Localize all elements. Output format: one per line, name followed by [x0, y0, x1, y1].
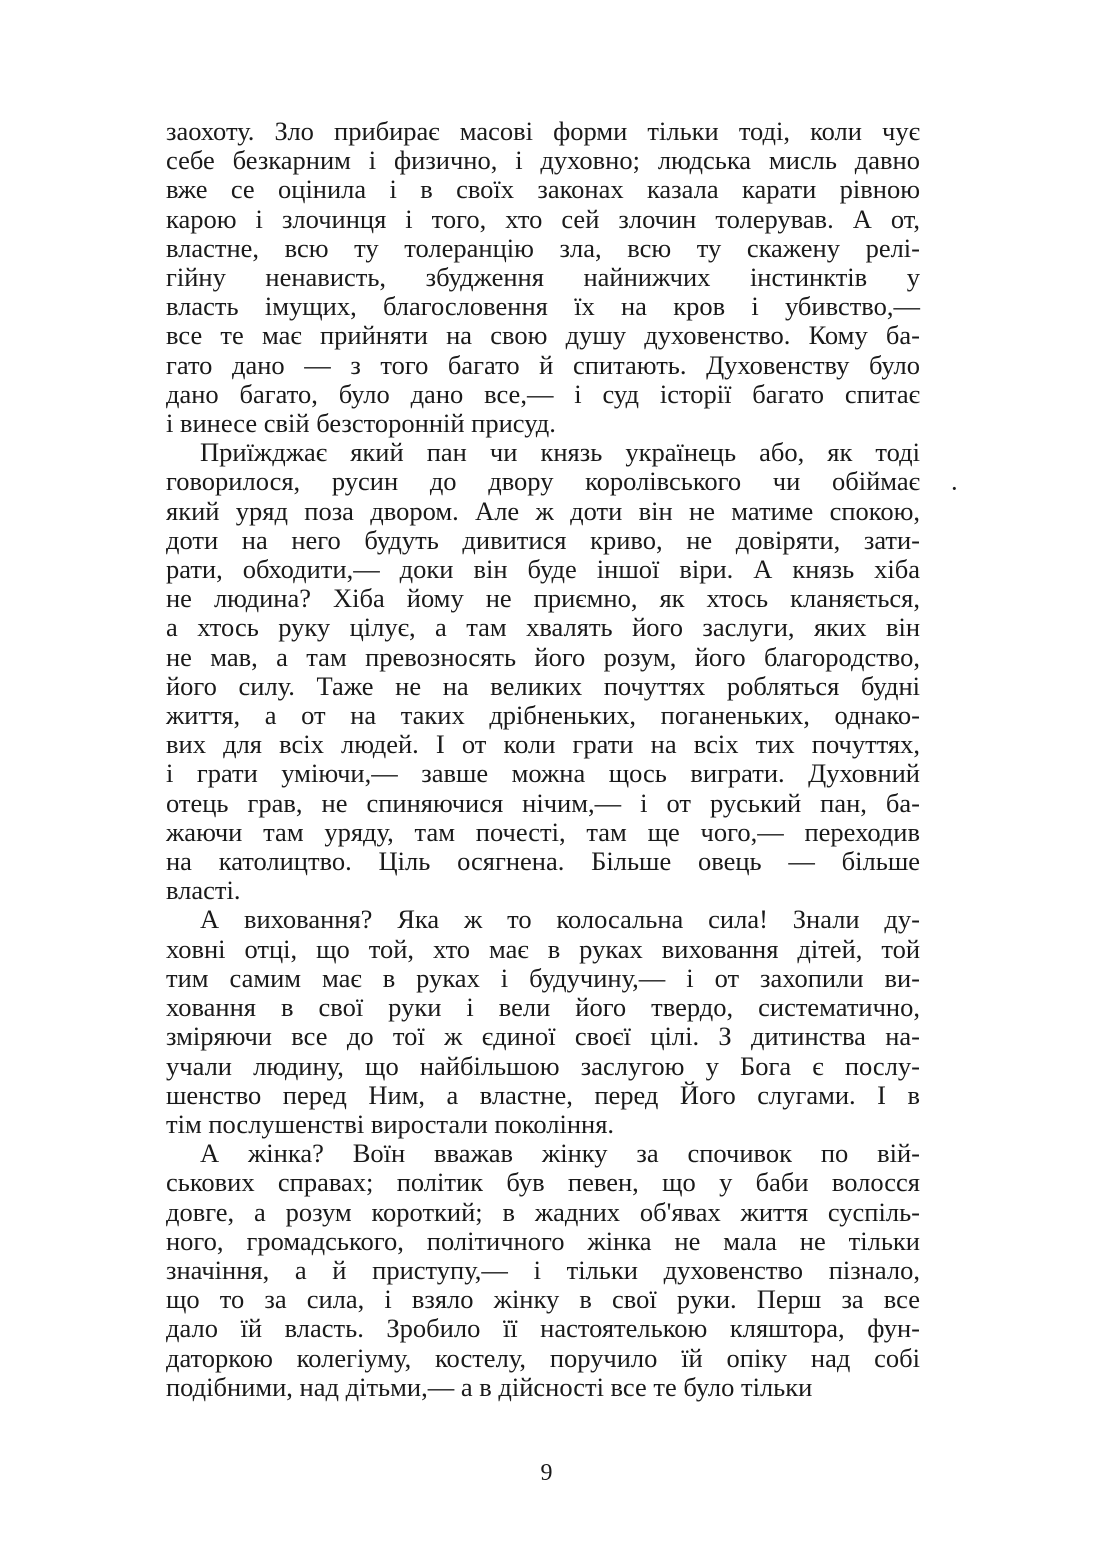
text-line: А жінка? Воїн вважав жінку за спочивок по вій- — [200, 1138, 920, 1169]
text-line: довге, а розум короткий; в жадних об'явах життя суспіль- — [166, 1196, 920, 1227]
text-line: говорилося, русин до двору королівського чи обіймає — [166, 466, 920, 497]
text-line: дано багато, було дано все,— і суд історії багато спитає — [166, 378, 920, 409]
text-line: ськових справах; політик був певен, що у баби волосся — [166, 1167, 920, 1198]
text-line: властне, всю ту толеранцію зла, всю ту скажену релі- — [166, 232, 920, 263]
text-line: не людина? Хіба йому не приємно, як хтось кланяється, — [166, 583, 920, 614]
paragraph — [166, 117, 920, 438]
text-line: доти на него будуть дивитися криво, не довіряти, зати- — [166, 524, 920, 555]
text-line: карою і злочинця і того, хто сей злочин толерував. А от, — [166, 203, 920, 234]
text-line: заохоту. Зло прибирає масові форми тільки тоді, коли чує — [166, 116, 920, 146]
text-line: значіння, а й приступу,— і тільки духовенство пізнало, — [166, 1254, 920, 1285]
text-line: вих для всіх людей. І от коли грати на всіх тих почуттях, — [166, 729, 920, 760]
text-line: шенство перед Ним, а властне, перед Його слугами. І в — [166, 1079, 920, 1110]
text-line: подібними, над дітьми,— а в дійсності все те було тільки — [166, 1371, 813, 1402]
text-line: даторкою колегіуму, костелу, поручило їй опіку над собі — [166, 1342, 920, 1373]
stray-print-mark: · — [950, 474, 959, 503]
paragraph — [166, 1139, 920, 1402]
text-line: отець грав, не спиняючися нічим,— і от руський пан, ба- — [166, 787, 920, 818]
text-line: себе безкарним і физично, і духовно; людська мисль давно — [166, 145, 920, 176]
text-line: тим самим має в руках і будучину,— і от захопили ви- — [166, 962, 920, 993]
text-line: на католицтво. Ціль осягнена. Більше овець — більше — [166, 846, 920, 877]
text-line: і винесе свій безсторонній присуд. — [166, 408, 556, 439]
text-line: і грати уміючи,— завше можна щось виграти. Духовний — [166, 758, 920, 789]
text-line: гійну ненависть, збудження найнижчих інстинктів у — [166, 262, 920, 293]
text-line: а хтось руку цілує, а там хвалять його заслуги, яких він — [166, 612, 920, 643]
paragraph — [166, 438, 920, 905]
text-line: учали людину, що найбільшою заслугою у Бога є послу- — [166, 1050, 920, 1081]
text-line: тім послушенстві виростали покоління. — [166, 1108, 615, 1139]
text-line: рати, обходити,— доки він буде іншої віри. А князь хіба — [166, 554, 920, 585]
text-line: вже се оцінила і в своїх законах казала карати рівною — [166, 174, 920, 205]
text-line: дало їй власть. Зробило її настоятелькою кляштора, фун- — [166, 1313, 920, 1344]
body-text — [166, 117, 920, 1402]
text-line: ховні отці, що той, хто має в руках виховання дітей, той — [166, 933, 920, 964]
text-line: власті. — [166, 875, 241, 906]
text-line: власть імущих, благословення їх на кров і убивство,— — [166, 291, 920, 322]
page-number: 9 — [540, 1460, 553, 1486]
text-line: Приїжджає який пан чи князь українець або, як тоді — [200, 437, 920, 468]
text-line: все те має прийняти на свою душу духовенство. Кому ба- — [166, 320, 920, 351]
text-line: зміряючи все до тої ж єдиної своєї цілі. З дитинства на- — [166, 1021, 920, 1052]
text-line: життя, а от на таких дрібненьких, поганеньких, однако- — [166, 700, 920, 731]
text-line: А виховання? Яка ж то колосальна сила! Знали ду- — [200, 904, 920, 935]
text-line: ховання в свої руки і вели його твердо, систематично, — [166, 992, 920, 1023]
text-line: що то за сила, і взяло жінку в свої руки. Перш за все — [166, 1284, 920, 1315]
text-line: ного, громадського, політичного жінка не мала не тільки — [166, 1225, 920, 1256]
text-line: жаючи там уряду, там почесті, там ще чого,— переходив — [166, 816, 920, 847]
text-line: його силу. Таже не на великих почуттях робляться будні — [166, 670, 920, 701]
text-line: який уряд поза двором. Але ж доти він не матиме спокою, — [166, 495, 920, 526]
paragraph — [166, 905, 920, 1139]
text-line: не мав, а там превозносять його розум, його благородство, — [166, 641, 920, 672]
text-line: гато дано — з того багато й спитають. Духовенству було — [166, 349, 920, 380]
